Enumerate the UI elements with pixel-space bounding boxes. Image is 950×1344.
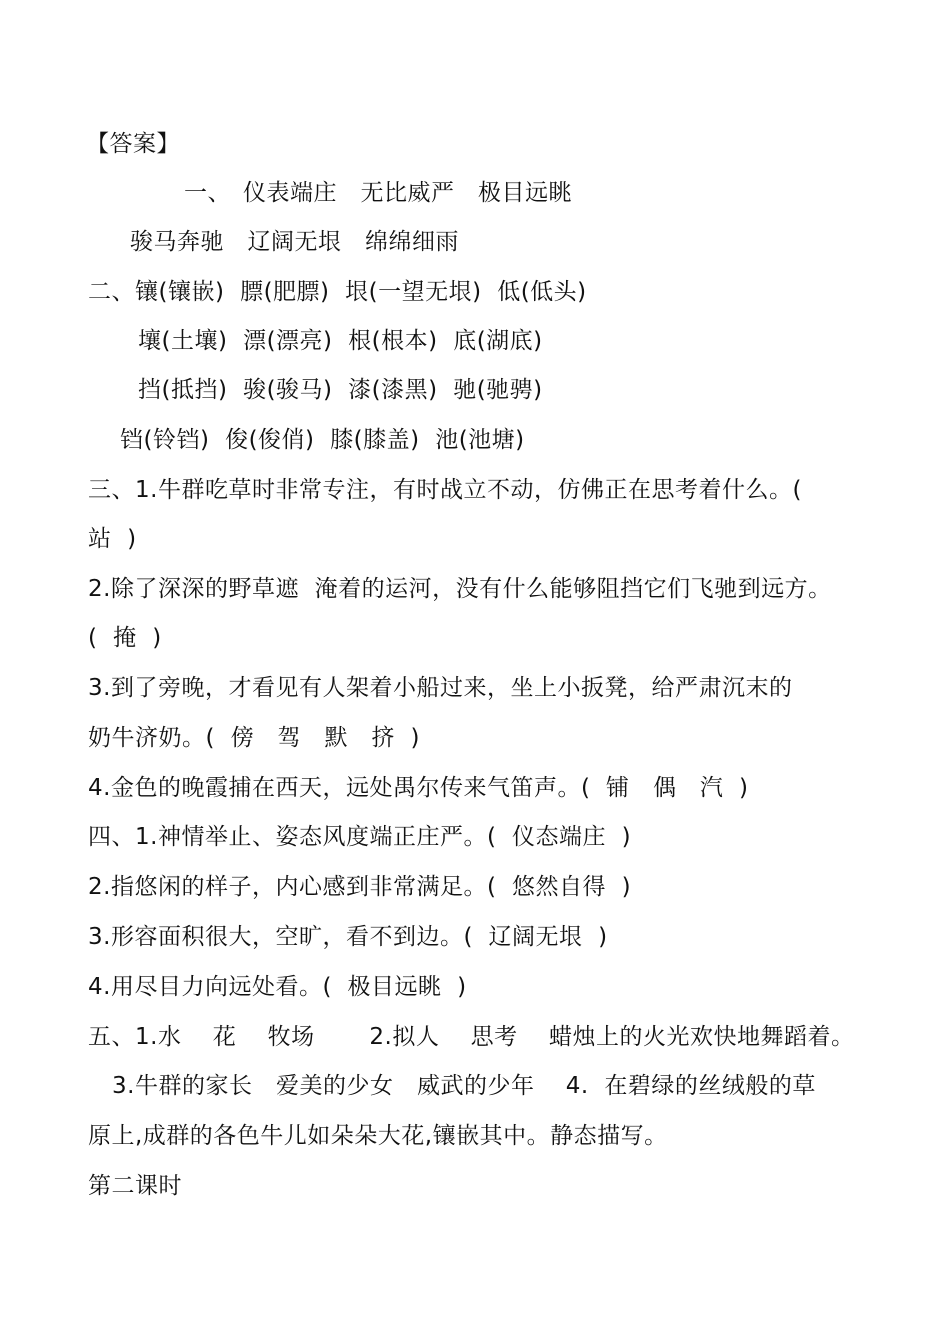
answer-heading: 【答案】	[86, 131, 180, 157]
section-4-item-2: 2.指悠闲的样子，内心感到非常满足。( 悠然自得 )	[88, 874, 632, 900]
section-2-line-4: 铛(铃铛) 俊(俊俏) 膝(膝盖) 池(池塘)	[120, 427, 525, 453]
section-5-line-2: 3.牛群的家长 爱美的少女 威武的少年 4. 在碧绿的丝绒般的草	[112, 1073, 816, 1099]
section-2-line-3: 挡(抵挡) 骏(骏马) 漆(漆黑) 驰(驰骋)	[138, 377, 543, 403]
section-3-item-3: 3.到了旁晚，才看见有人架着小船过来，坐上小扳凳，给严肃沉末的	[88, 675, 793, 701]
next-section-title: 第二课时	[88, 1173, 182, 1199]
section-5-line-3: 原上,成群的各色牛儿如朵朵大花,镶嵌其中。静态描写。	[88, 1123, 668, 1149]
section-4-item-4: 4.用尽目力向远处看。( 极目远眺 )	[88, 974, 467, 1000]
section-3-item-1: 三、1.牛群吃草时非常专注，有时战立不动，仿佛正在思考着什么。(	[88, 477, 802, 503]
section-3-item-4: 4.金色的晚霞捕在西天，远处禺尔传来气笛声。( 铺 偶 汽 )	[88, 775, 749, 801]
section-3-item-2: 2.除了深深的野草遮 淹着的运河，没有什么能够阻挡它们飞驰到远方。	[88, 576, 832, 602]
section-2-line-2: 壤(土壤) 漂(漂亮) 根(根本) 底(湖底)	[138, 328, 543, 354]
section-4-item-3: 3.形容面积很大，空旷，看不到边。( 辽阔无垠 )	[88, 924, 608, 950]
section-2-line-1: 二、镶(镶嵌) 膘(肥膘) 垠(一望无垠) 低(低头)	[88, 279, 587, 305]
section-5-line-1: 五、1.水 花 牧场 2.拟人 思考 蜡烛上的火光欢快地舞蹈着。	[88, 1024, 855, 1050]
section-4-item-1: 四、1.神情举止、姿态风度端正庄严。( 仪态端庄 )	[88, 824, 632, 850]
section-3-item-2-answer: ( 掩 )	[88, 625, 162, 651]
section-3-item-1-answer: 站 )	[88, 526, 137, 552]
section-1-line-1: 一、 仪表端庄 无比威严 极目远眺	[184, 180, 572, 206]
section-3-item-3-answer: 奶牛济奶。( 傍 驾 默 挤 )	[88, 725, 420, 751]
section-1-line-2: 骏马奔驰 辽阔无垠 绵绵细雨	[130, 229, 459, 255]
